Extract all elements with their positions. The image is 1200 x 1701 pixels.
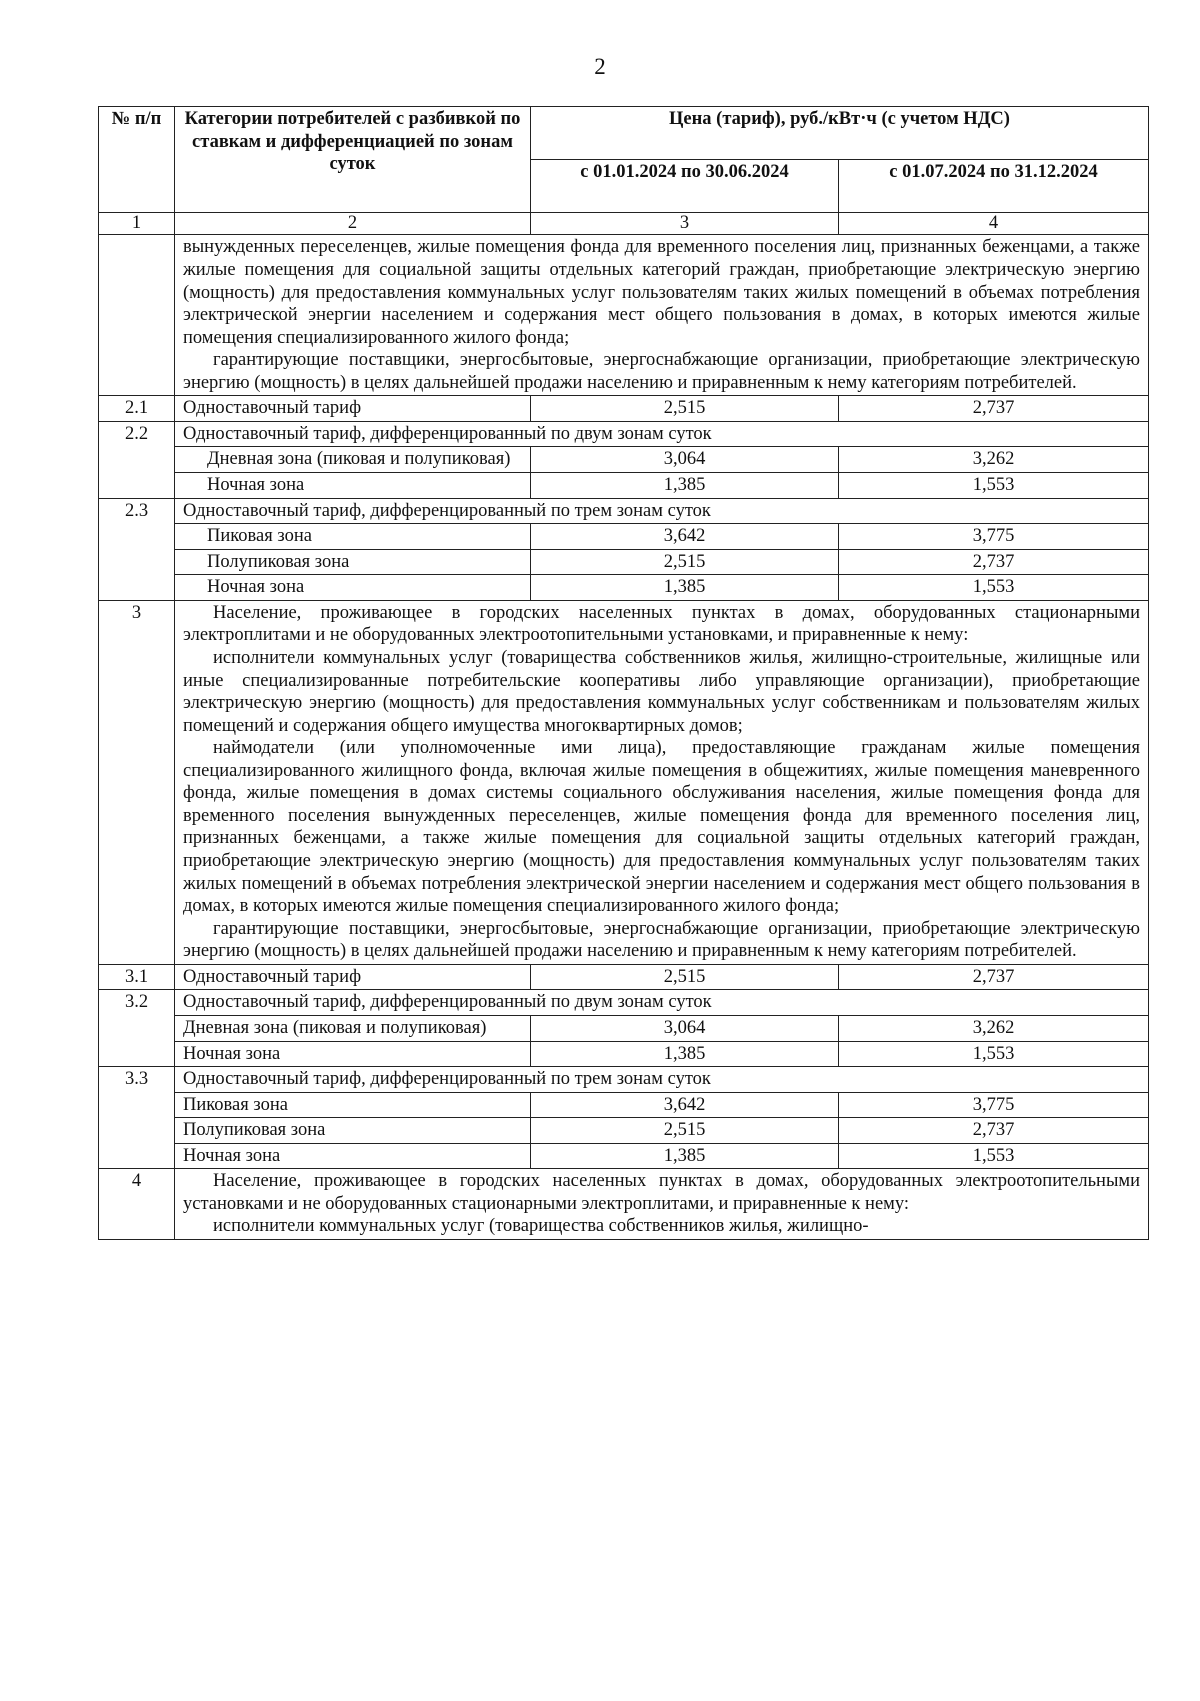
column-index: 3: [531, 213, 839, 235]
column-index: 4: [839, 213, 1149, 235]
section-text: [175, 235, 1149, 396]
tariff-value-h1: 1,385: [531, 473, 839, 499]
tariff-value-h1: 1,385: [531, 1143, 839, 1169]
tariff-table: [98, 106, 1149, 1240]
paragraph: исполнители коммунальных услуг (товарищества собственников жилья, жилищно-: [213, 1216, 869, 1237]
header-period-1: с 01.01.2024 по 30.06.2024: [531, 160, 839, 213]
table-row: [99, 964, 1149, 990]
header-num: № п/п: [99, 107, 175, 213]
tariff-value-h2: 1,553: [839, 473, 1149, 499]
table-row: [99, 1092, 1149, 1118]
zone-label: Дневная зона (пиковая и полупиковая): [175, 447, 531, 473]
table-row: [99, 1015, 1149, 1041]
row-label: Одноставочный тариф: [175, 396, 531, 422]
paragraph: гарантирующие поставщики, энергосбытовые, энергоснабжающие организации, приобретающие электрическую энергию (мощность) в целях дальнейшей продажи населению и приравненным к нему категориям потребителей.: [183, 350, 1140, 393]
zone-label: Ночная зона: [175, 473, 531, 499]
column-index-row: [99, 213, 1149, 235]
row-label: Одноставочный тариф, дифференцированный по трем зонам суток: [175, 1067, 1149, 1093]
paragraph: гарантирующие поставщики, энергосбытовые, энергоснабжающие организации, приобретающие электрическую энергию (мощность) в целях дальнейшей продажи населению и приравненным к нему категориям потребителей.: [183, 918, 1140, 962]
zone-label: Дневная зона (пиковая и полупиковая): [175, 1015, 531, 1041]
page-number: 2: [594, 54, 606, 79]
table-row: [99, 990, 1149, 1016]
row-number: 3.3: [99, 1067, 175, 1169]
row-number: 3: [99, 600, 175, 964]
zone-label: Полупиковая зона: [175, 1118, 531, 1144]
tariff-value-h2: 1,553: [839, 575, 1149, 601]
table-row: [99, 1067, 1149, 1093]
tariff-value-h2: 2,737: [839, 1118, 1149, 1144]
tariff-value-h2: 3,775: [839, 1092, 1149, 1118]
row-number: 4: [99, 1169, 175, 1240]
tariff-value-h1: 3,642: [531, 524, 839, 550]
row-number: 2.3: [99, 498, 175, 600]
table-row: [99, 524, 1149, 550]
tariff-value-h1: 2,515: [531, 549, 839, 575]
tariff-value-h2: 3,262: [839, 447, 1149, 473]
table-row: [99, 421, 1149, 447]
table-row: [99, 1118, 1149, 1144]
tariff-value-h2: 3,262: [839, 1015, 1149, 1041]
tariff-value-h1: 1,385: [531, 575, 839, 601]
row-number: 3.2: [99, 990, 175, 1067]
table-row: [99, 473, 1149, 499]
tariff-value-h1: 1,385: [531, 1041, 839, 1067]
paragraph: исполнители коммунальных услуг (товарищества собственников жилья, жилищно-строительные, жилищные или иные специализированные потребительские кооперативы либо управляющие организации), приобретающие электрическую энергию (мощность) для предоставления коммунальных услуг собственникам и пользователям жилых помещений и содержания общего имущества многоквартирных домов;: [183, 647, 1140, 736]
tariff-value-h2: 1,553: [839, 1041, 1149, 1067]
zone-label: Полупиковая зона: [175, 549, 531, 575]
paragraph: вынужденных переселенцев, жилые помещения фонда для временного поселения лиц, признанных беженцами, а также жилые помещения для социальной защиты отдельных категорий граждан, приобретающие электрическую энергию (мощность) для предоставления коммунальных услуг пользователям таких жилых помещений в объемах потребления электрической энергии населением и содержания мест общего пользования в домах, в которых имеются жилые помещения специализированного жилого фонда;: [183, 237, 1140, 348]
tariff-value-h2: 2,737: [839, 549, 1149, 575]
row-number: 2.2: [99, 421, 175, 498]
tariff-value-h1: 3,642: [531, 1092, 839, 1118]
tariff-value-h1: 3,064: [531, 1015, 839, 1041]
paragraph: Население, проживающее в городских населенных пунктах в домах, оборудованных электроотопительными установками и не оборудованных стационарными электроплитами, и приравненные к нему:: [183, 1171, 1140, 1214]
section-text: [175, 1169, 1149, 1240]
table-row: [99, 498, 1149, 524]
row-number: 3.1: [99, 964, 175, 990]
tariff-value-h1: 2,515: [531, 964, 839, 990]
tariff-value-h1: 2,515: [531, 396, 839, 422]
tariff-value-h2: 3,775: [839, 524, 1149, 550]
header-row: [99, 107, 1149, 160]
table-row: [99, 575, 1149, 601]
table-row: [99, 447, 1149, 473]
header-price: Цена (тариф), руб./кВт·ч (с учетом НДС): [531, 107, 1149, 160]
column-index: 1: [99, 213, 175, 235]
header-period-2: с 01.07.2024 по 31.12.2024: [839, 160, 1149, 213]
paragraph: Население, проживающее в городских населенных пунктах в домах, оборудованных стационарными электроплитами и не оборудованных электроотопительными установками, и приравненные к нему:: [183, 602, 1140, 646]
zone-label: Пиковая зона: [175, 1092, 531, 1118]
row-number: 2.1: [99, 396, 175, 422]
row-label: Одноставочный тариф, дифференцированный по трем зонам суток: [175, 498, 1149, 524]
zone-label: Ночная зона: [175, 1143, 531, 1169]
section-2-continuation: [99, 235, 1149, 396]
tariff-value-h2: 2,737: [839, 964, 1149, 990]
tariff-value-h2: 2,737: [839, 396, 1149, 422]
column-index: 2: [175, 213, 531, 235]
paragraph: наймодатели (или уполномоченные ими лица), предоставляющие гражданам жилые помещения специализированного жилищного фонда, включая жилые помещения в общежитиях, жилые помещения маневренного фонда, жилые помещения в домах системы социального обслуживания населения, жилые помещения фонда для временного поселения вынужденных переселенцев, жилые помещения фонда для временного поселения лиц, признанных беженцами, а также жилые помещения для социальной защиты отдельных категорий граждан, приобретающие электрическую энергию (мощность) для предоставления коммунальных услуг пользователям таких жилых помещений в объемах потребления электрической энергии населением и содержания мест общего пользования в домах, в которых имеются жилые помещения специализированного жилого фонда;: [183, 738, 1140, 917]
table-row: [99, 549, 1149, 575]
tariff-value-h1: 2,515: [531, 1118, 839, 1144]
section-3-row: [99, 600, 1149, 964]
section-4-row: [99, 1169, 1149, 1240]
tariff-value-h2: 1,553: [839, 1143, 1149, 1169]
zone-label: Ночная зона: [175, 575, 531, 601]
zone-label: Ночная зона: [175, 1041, 531, 1067]
section-text: [175, 600, 1149, 964]
table-row: [99, 1041, 1149, 1067]
row-label: Одноставочный тариф: [175, 964, 531, 990]
tariff-value-h1: 3,064: [531, 447, 839, 473]
table-row: [99, 396, 1149, 422]
row-label: Одноставочный тариф, дифференцированный по двум зонам суток: [175, 990, 1149, 1016]
table-row: [99, 1143, 1149, 1169]
row-label: Одноставочный тариф, дифференцированный по двум зонам суток: [175, 421, 1149, 447]
zone-label: Пиковая зона: [175, 524, 531, 550]
header-category: Категории потребителей с разбивкой по ставкам и дифференциацией по зонам суток: [175, 107, 531, 213]
